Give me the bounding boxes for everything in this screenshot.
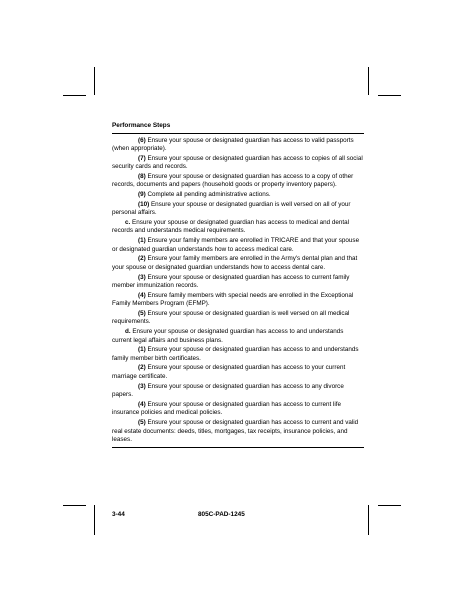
step-text: Ensure your family members are enrolled in the Army's dental plan and that your spouse or designated guardian understands how to access dental care.: [112, 255, 358, 271]
step-number: (3): [138, 382, 146, 390]
crop-mark-bottom-right-vertical: [368, 505, 369, 535]
step-text: Ensure your spouse or designated guardian has access to current and valid real estate documents: deeds, titles, mortgages, tax receipts, insurance policies, and leases.: [112, 419, 359, 443]
step-text: Ensure your spouse or designated guardian is well versed on all medical requirements.: [112, 309, 350, 326]
step-number: (6): [138, 136, 146, 144]
page-content: [112, 122, 364, 448]
step-text: Ensure your spouse or designated guardian has access to current family member immunization records.: [112, 273, 350, 289]
heading-rule: [112, 133, 364, 134]
step-paragraph: [112, 274, 364, 291]
step-text: Ensure your spouse or designated guardian has access to any divorce papers.: [112, 382, 344, 399]
step-number: d.: [125, 328, 131, 336]
step-number: (2): [138, 255, 146, 263]
page-number: 3-44: [112, 511, 125, 518]
step-paragraph: [112, 201, 364, 218]
step-number: (3): [138, 273, 146, 281]
step-paragraph: [112, 328, 364, 345]
step-text: Ensure your spouse or designated guardian has access to medical and dental records and understands medical requirements.: [112, 218, 350, 235]
step-number: (7): [138, 154, 146, 162]
step-number: (10): [138, 200, 150, 208]
crop-mark-bottom-left-horizontal: [63, 505, 86, 506]
step-paragraph: [112, 155, 364, 172]
step-paragraph: [112, 346, 364, 363]
step-text: Ensure your spouse or designated guardian has access to and understands current legal affairs and business plans.: [112, 328, 344, 344]
step-paragraph: [112, 364, 364, 381]
section-heading: Performance Steps: [112, 122, 171, 129]
step-paragraph: [112, 219, 364, 236]
step-paragraph: [112, 419, 364, 445]
document-code: 805C-PAD-1245: [198, 511, 245, 518]
step-text: Ensure your spouse or designated guardian has access to and understands family member birth certificates.: [112, 346, 359, 362]
crop-mark-bottom-left-vertical: [94, 505, 95, 535]
crop-mark-bottom-right-horizontal: [378, 505, 401, 506]
step-number: c.: [125, 218, 131, 226]
step-text: Complete all pending administrative actions.: [147, 191, 271, 199]
step-number: (4): [138, 400, 146, 408]
step-text: Ensure your spouse or designated guardian is well versed on all of your personal affairs.: [112, 200, 351, 217]
step-text: Ensure your spouse or designated guardian has access to current life insurance policies and medical policies.: [112, 400, 342, 417]
step-paragraph: [112, 310, 364, 327]
step-text: Ensure your spouse or designated guardian has access to your current marriage certificate.: [112, 364, 346, 380]
step-number: (2): [138, 364, 146, 372]
step-paragraph: [112, 383, 364, 400]
crop-mark-top-left-horizontal: [63, 95, 86, 96]
crop-mark-top-right-vertical: [368, 67, 369, 95]
step-number: (5): [138, 419, 146, 426]
step-number: (1): [138, 346, 146, 354]
step-text: Ensure your spouse or designated guardian has access to valid passports (when appropriate).: [112, 136, 354, 152]
step-number: (5): [138, 309, 146, 317]
step-text: Ensure your spouse or designated guardian has access to a copy of other records, documents and papers (household goods or property inventory papers).: [112, 172, 354, 189]
step-text: Ensure your family members are enrolled in TRICARE and that your spouse or designated guardian understands how to access medical care.: [112, 237, 360, 253]
step-paragraph: [112, 292, 364, 309]
step-number: (1): [138, 237, 146, 245]
crop-mark-top-left-vertical: [94, 67, 95, 95]
step-paragraph: [112, 137, 364, 154]
crop-mark-top-right-horizontal: [378, 95, 401, 96]
step-paragraph: [112, 237, 364, 254]
performance-steps-list: [112, 137, 364, 445]
step-text: Ensure family members with special needs are enrolled in the Exceptional Family Members Program (EFMP).: [112, 291, 354, 308]
step-paragraph: [112, 401, 364, 418]
step-paragraph: [112, 173, 364, 190]
step-paragraph: [112, 255, 364, 272]
step-text: Ensure your spouse or designated guardian has access to copies of all social security cards and records.: [112, 154, 363, 171]
bottom-rule: [112, 447, 364, 448]
step-number: (9): [138, 191, 146, 199]
step-paragraph: [112, 191, 364, 200]
step-number: (4): [138, 291, 146, 299]
step-number: (8): [138, 172, 146, 180]
